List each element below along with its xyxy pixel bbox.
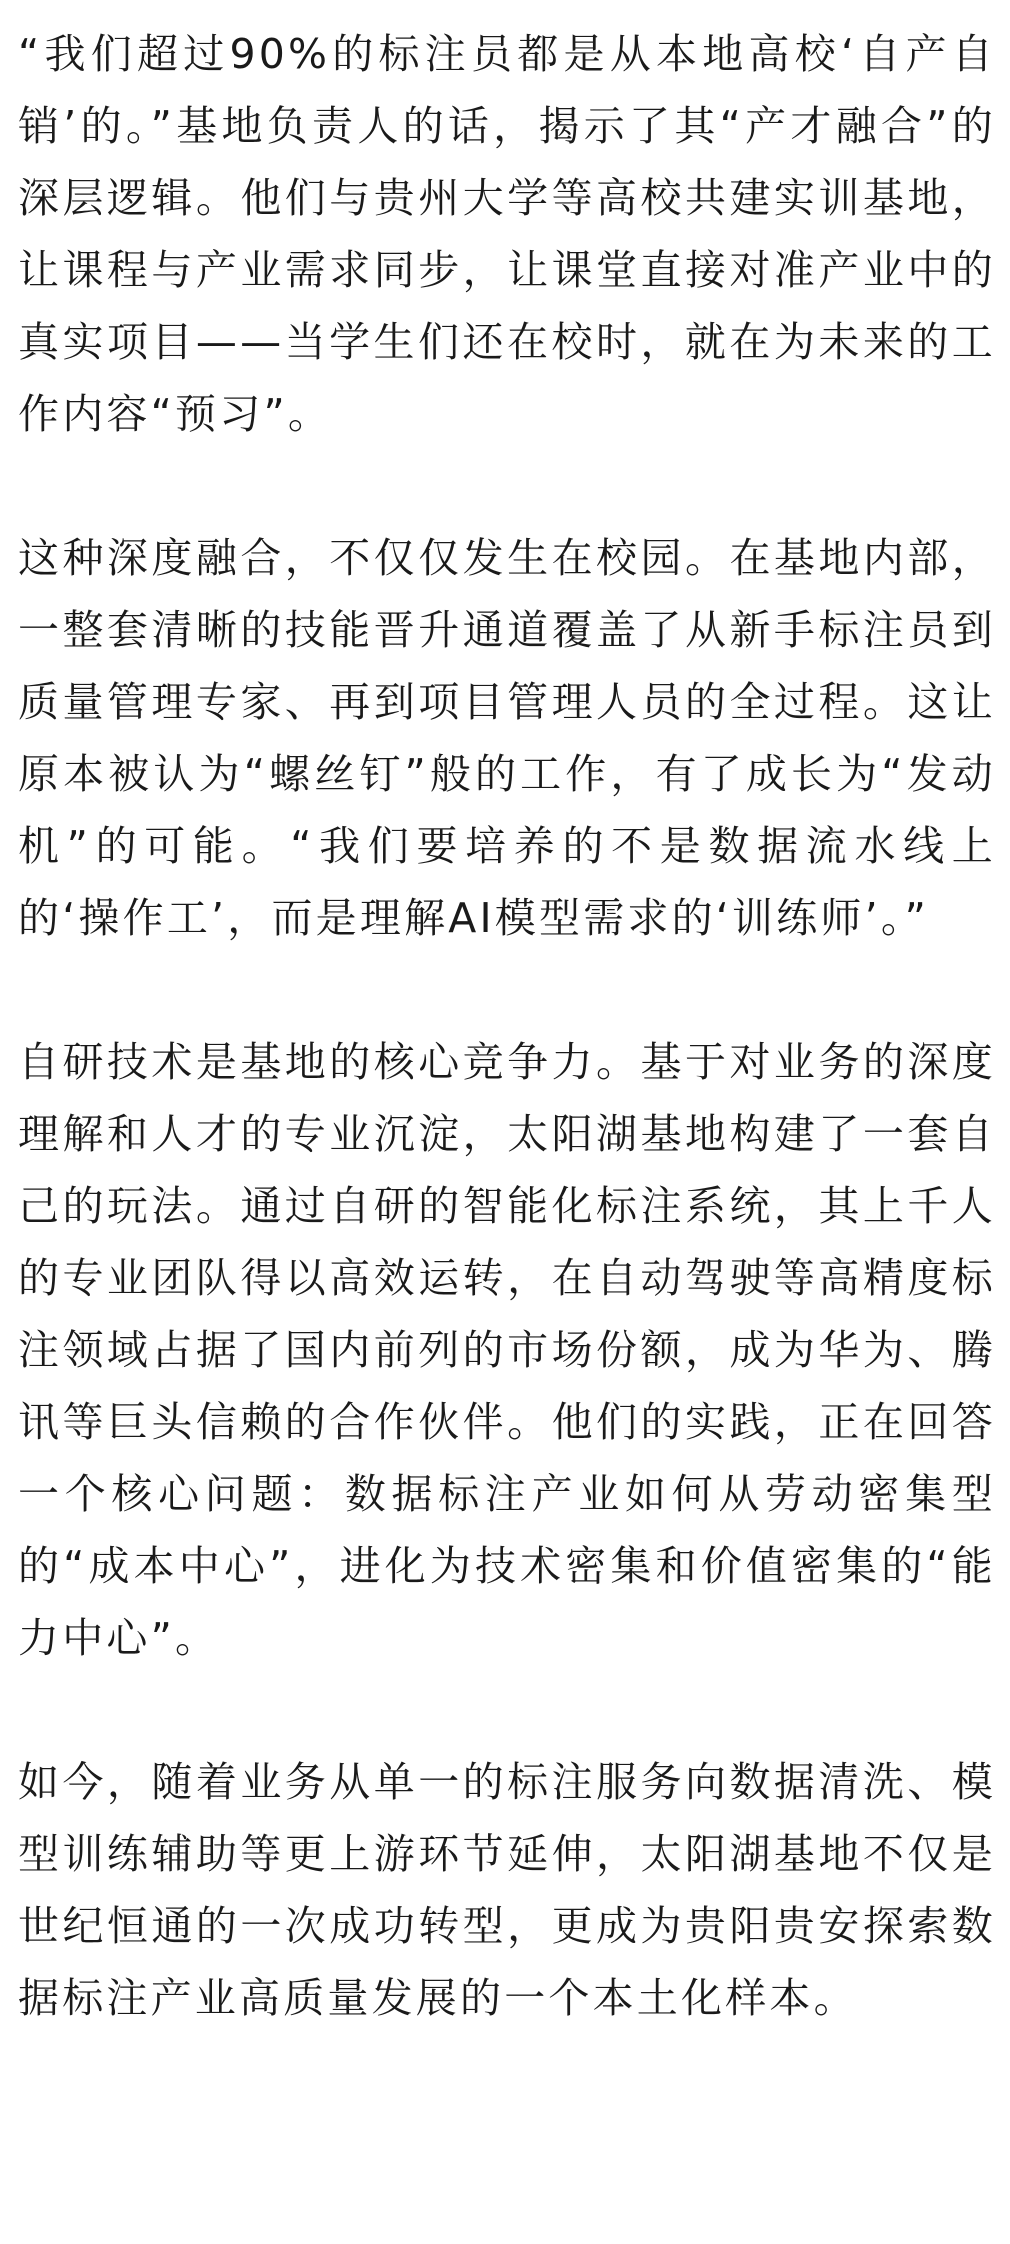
article-body [18, 18, 996, 2034]
paragraph-core-technology: 自研技术是基地的核心竞争力。基于对业务的深度理解和人才的专业沉淀，太阳湖基地构建了一套自己的玩法。通过自研的智能化标注系统，其上千人的专业团队得以高效运转，在自动驾驶等高精度标注领域占据了国内前列的市场份额，成为华为、腾讯等巨头信赖的合作伙伴。他们的实践，正在回答一个核心问题：数据标注产业如何从劳动密集型的“成本中心”，进化为技术密集和价值密集的“能力中心”。 [18, 1038, 996, 1662]
paragraph-career-path: 这种深度融合，不仅仅发生在校园。在基地内部，一整套清晰的技能晋升通道覆盖了从新手标注员到质量管理专家、再到项目管理人员的全过程。这让原本被认为“螺丝钉”般的工作，有了成长为“发动机”的可能。“我们要培养的不是数据流水线上的‘操作工’，而是理解AI模型需求的‘训练师’。” [18, 534, 996, 942]
paragraph-future-outlook: 如今，随着业务从单一的标注服务向数据清洗、模型训练辅助等更上游环节延伸，太阳湖基地不仅是世纪恒通的一次成功转型，更成为贵阳贵安探索数据标注产业高质量发展的一个本土化样本。 [18, 1758, 996, 2022]
paragraph-talent-integration: “我们超过90%的标注员都是从本地高校‘自产自销’的。”基地负责人的话，揭示了其“产才融合”的深层逻辑。他们与贵州大学等高校共建实训基地，让课程与产业需求同步，让课堂直接对准产业中的真实项目——当学生们还在校时，就在为未来的工作内容“预习”。 [18, 30, 996, 438]
